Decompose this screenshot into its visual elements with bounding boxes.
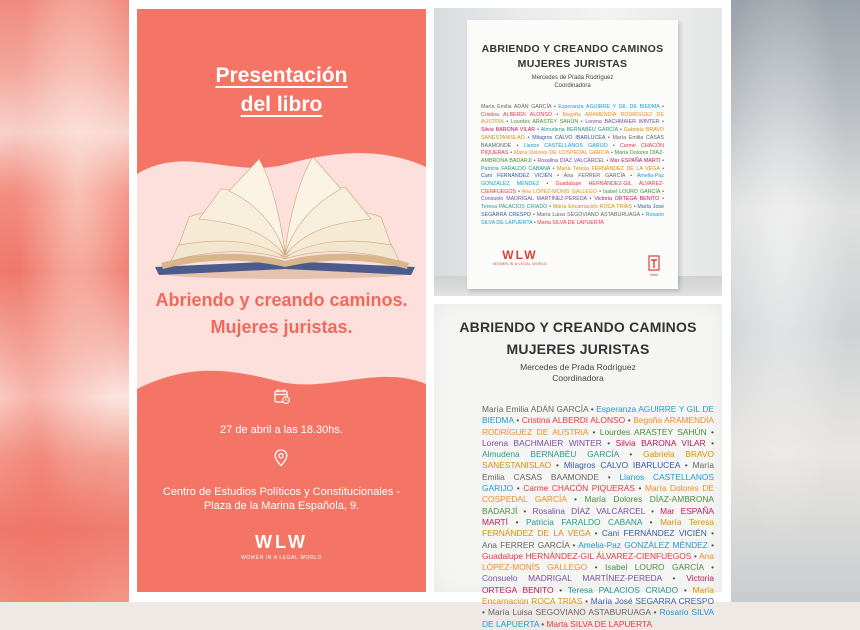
author-separator: •: [660, 188, 664, 195]
author-separator: •: [587, 562, 605, 573]
author-separator: •: [513, 483, 524, 494]
author-name: Guadalupe HERNÁNDEZ-GIL ÁLVAREZ-CIENFUEGOS: [481, 181, 664, 195]
author-name: Lorena BACHMAIER WINTER: [585, 119, 660, 126]
publisher-logo-icon: [647, 254, 661, 272]
author-separator: •: [705, 437, 714, 448]
author-separator: •: [590, 528, 602, 539]
author-separator: •: [550, 165, 558, 172]
author-separator: •: [679, 460, 693, 471]
author-separator: •: [706, 528, 715, 539]
blurred-left-background: [0, 0, 129, 602]
author-separator: •: [659, 104, 664, 110]
poster-title: Presentación del libro: [215, 64, 348, 116]
author-name: Marta SILVA DE LAPUERTA: [537, 219, 604, 226]
author-name: Victoria ORTEGA BENITO: [594, 196, 660, 203]
author-name: Patricia FARALDO CABANA: [481, 165, 551, 172]
author-separator: •: [650, 607, 660, 618]
author-name: Teresa PALACIOS CRIADO: [481, 204, 548, 211]
calendar-icon: [274, 388, 290, 404]
author-separator: •: [661, 573, 687, 584]
author-separator: •: [569, 539, 579, 550]
author-name: María Emilia CASAS BAAMONDE: [481, 134, 664, 149]
author-separator: •: [513, 415, 522, 426]
author-separator: •: [530, 211, 537, 218]
author-name: Carme CHACÓN PIQUERAS: [481, 142, 664, 157]
wlw-logo: WLW WOMEN IN A LEGAL WORLD: [493, 248, 547, 266]
author-separator: •: [535, 127, 541, 134]
open-book-image: [149, 149, 421, 289]
author-separator: •: [703, 562, 715, 573]
author-name: María Dolores DE COSPEDAL GARCÍA: [482, 483, 714, 505]
author-name: Lorena BACHMAIER WINTER: [482, 437, 602, 448]
author-name: Rosalina DÍAZ VALCÁRCEL: [532, 505, 646, 516]
poster-book-title: Abriendo y creando caminos. Mujeres juristas.: [155, 290, 408, 337]
author-separator: •: [625, 415, 634, 426]
author-name: Cristina ALBERDI ALONSO: [481, 111, 552, 118]
author-name: Llanos CASTELLANOS GARIJO: [523, 142, 608, 149]
author-name: Consuelo MADRIGAL MARTÍNEZ-PEREDA: [482, 573, 662, 584]
author-separator: •: [582, 596, 591, 607]
author-name: Ana FERRER GARCÍA: [482, 539, 570, 550]
author-separator: •: [605, 134, 613, 141]
book-title: ABRIENDO Y CREANDO CAMINOS MUJERES JURISTAS: [481, 43, 664, 70]
author-separator: •: [659, 196, 664, 203]
author-separator: •: [604, 157, 611, 164]
author-name: Cani FERNÁNDEZ VICIÉN: [481, 173, 553, 180]
author-separator: •: [588, 426, 600, 437]
author-separator: •: [538, 618, 547, 629]
author-name: María Encarnación ROCA TRÍAS: [482, 584, 714, 607]
author-name: Rosario SILVA DE LAPUERTA: [482, 607, 714, 629]
book-cover: [467, 20, 678, 289]
author-name: Milagros CALVO IBARLUCEA: [563, 460, 680, 471]
publisher-name: tirant: [650, 273, 658, 277]
author-name: María Emilia CASAS BAAMONDE: [482, 460, 714, 482]
author-separator: •: [553, 584, 568, 595]
author-separator: •: [631, 204, 638, 211]
author-separator: •: [503, 119, 511, 126]
author-name: Lourdes ARASTEY SAHÚN: [599, 426, 707, 437]
author-list: [481, 104, 664, 227]
author-name: Silvia BARONA VILAR: [481, 127, 536, 134]
author-separator: •: [639, 211, 646, 218]
author-name: Lourdes ARASTEY SAHÚN: [510, 119, 579, 126]
author-separator: •: [645, 505, 661, 516]
author-name: María Dolores DE COSPEDAL GARCÍA: [513, 150, 610, 157]
book-cover-closeup: [434, 304, 722, 629]
author-name: Isabel LOURO GARCÍA: [603, 188, 661, 195]
author-separator: •: [706, 426, 714, 437]
author-separator: •: [607, 142, 620, 149]
author-separator: •: [552, 173, 564, 180]
author-separator: •: [551, 111, 563, 118]
author-name: Cristina ALBERDI ALONSO: [521, 415, 626, 426]
author-separator: •: [578, 119, 586, 126]
event-date: 27 de abril a las 18.30hs.: [220, 424, 343, 436]
book-editor: Mercedes de Prada Rodríguez Coordinadora: [531, 75, 614, 89]
author-name: Almudena BERNABÉU GARCÍA: [540, 127, 618, 134]
author-name: Rosalina DÍAZ VALCÁRCEL: [537, 157, 605, 164]
author-name: Marta SILVA DE LAPUERTA: [546, 618, 653, 629]
wlw-logo: WLW WOMEN IN A LEGAL WORLD: [241, 532, 322, 561]
author-separator: •: [707, 539, 715, 550]
author-name: Milagros CALVO IBARLUCEA: [532, 134, 606, 141]
author-name: Llanos CASTELLANOS GARIJO: [482, 471, 715, 494]
author-separator: •: [508, 150, 514, 157]
author-name: María Teresa FERNÁNDEZ DE LA VEGA: [557, 165, 660, 172]
author-separator: •: [601, 437, 616, 448]
author-name: Consuelo MADRIGAL MARTÍNEZ-PEREDA: [481, 196, 587, 203]
author-name: Amelia-Paz GONZÁLEZ MÉNDEZ: [578, 539, 708, 550]
author-separator: •: [625, 173, 637, 180]
author-name: María Teresa FERNÁNDEZ DE LA VEGA: [482, 516, 714, 539]
author-name: Begoña ARAMENDÍA RODRÍGUEZ DE AUSTRIA: [482, 415, 714, 437]
author-separator: •: [642, 516, 661, 527]
author-separator: •: [566, 494, 585, 505]
author-separator: •: [678, 584, 693, 595]
author-separator: •: [516, 188, 522, 195]
author-separator: •: [511, 142, 524, 149]
author-separator: •: [551, 104, 559, 110]
author-name: Ana FERRER GARCÍA: [563, 173, 626, 180]
author-separator: •: [660, 157, 664, 164]
author-name: Almudena BERNABÉU GARCÍA: [482, 449, 619, 460]
author-name: Guadalupe HERNÁNDEZ-GIL ÁLVAREZ-CIENFUEGOS: [482, 550, 692, 561]
author-separator: •: [482, 607, 488, 618]
author-name: María Dolores DÍAZ-AMBRONA BADARJÍ: [481, 150, 664, 164]
author-name: Ana LÓPEZ-MONÍS GALLEGO: [521, 188, 598, 195]
author-separator: •: [618, 449, 643, 460]
book-title: ABRIENDO Y CREANDO CAMINOS MUJERES JURISTAS: [459, 319, 697, 357]
author-separator: •: [635, 483, 646, 494]
author-name: Cani FERNÁNDEZ VICIÉN: [601, 528, 707, 539]
author-name: Isabel LOURO GARCÍA: [604, 562, 704, 573]
author-list: [482, 404, 714, 630]
author-separator: •: [547, 204, 553, 211]
author-name: Teresa PALACIOS CRIADO: [567, 584, 679, 595]
author-separator: •: [617, 127, 624, 134]
author-separator: •: [588, 404, 597, 414]
author-name: Victoria ORTEGA BENITO: [482, 573, 714, 595]
author-name: Esperanza AGUIRRE Y GIL DE BIEDMA: [482, 404, 714, 426]
author-separator: •: [531, 157, 538, 164]
author-separator: •: [517, 505, 533, 516]
author-separator: •: [507, 516, 526, 527]
author-name: María Emilia ADÁN GARCÍA: [481, 104, 552, 110]
author-separator: •: [539, 181, 556, 188]
author-separator: •: [597, 188, 603, 195]
author-separator: •: [659, 165, 665, 172]
author-separator: •: [691, 550, 700, 561]
author-name: Begoña ARAMENDÍA RODRÍGUEZ DE AUSTRIA: [481, 111, 664, 126]
author-name: Patricia FARALDO CABANA: [525, 516, 643, 527]
book-editor: Mercedes de Prada Rodríguez Coordinadora: [520, 362, 636, 383]
author-name: María Dolores DÍAZ-AMBRONA BADARJÍ: [482, 494, 714, 516]
author-name: Gabriela BRAVO SANESTANISLAO: [482, 449, 715, 471]
author-name: Esperanza AGUIRRE Y GIL DE BIEDMA: [558, 104, 660, 110]
blurred-right-background: [731, 0, 860, 602]
author-name: Rosario SILVA DE LAPUERTA: [481, 211, 664, 226]
author-name: María Emilia ADÁN GARCÍA: [482, 404, 589, 414]
book-cover-photo: [434, 8, 722, 296]
author-name: Silvia BARONA VILAR: [615, 437, 706, 448]
author-name: Gabriela BRAVO SANESTANISLAO: [481, 127, 664, 141]
author-separator: •: [598, 471, 620, 482]
author-name: María Encarnación ROCA TRÍAS: [552, 204, 632, 211]
author-name: María Luisa SEGOVIANO ASTABURUAGA: [487, 607, 651, 618]
author-name: Ana LÓPEZ-MONÍS GALLEGO: [482, 550, 714, 573]
author-name: Mar ESPAÑA MARTÍ: [482, 505, 714, 527]
author-separator: •: [524, 134, 533, 141]
event-poster: [137, 9, 426, 592]
location-pin-icon: [274, 449, 288, 467]
author-name: Carme CHACÓN PIQUERAS: [523, 483, 635, 494]
event-venue: Centro de Estudios Políticos y Constitucionales - Plaza de la Marina Española, 9.: [162, 486, 401, 512]
author-separator: •: [659, 119, 664, 126]
author-name: María Luisa SEGOVIANO ASTABURUAGA: [536, 211, 640, 218]
author-name: Mar ESPAÑA MARTÍ: [610, 157, 661, 164]
author-separator: •: [532, 219, 538, 226]
author-separator: •: [609, 150, 615, 157]
author-separator: •: [586, 196, 595, 203]
author-name: Amelia-Paz GONZÁLEZ MÉNDEZ: [481, 173, 664, 188]
author-name: María José SEGARRA CRESPO: [590, 596, 714, 607]
author-separator: •: [551, 460, 564, 471]
author-name: María José SEGARRA CRESPO: [481, 204, 664, 218]
